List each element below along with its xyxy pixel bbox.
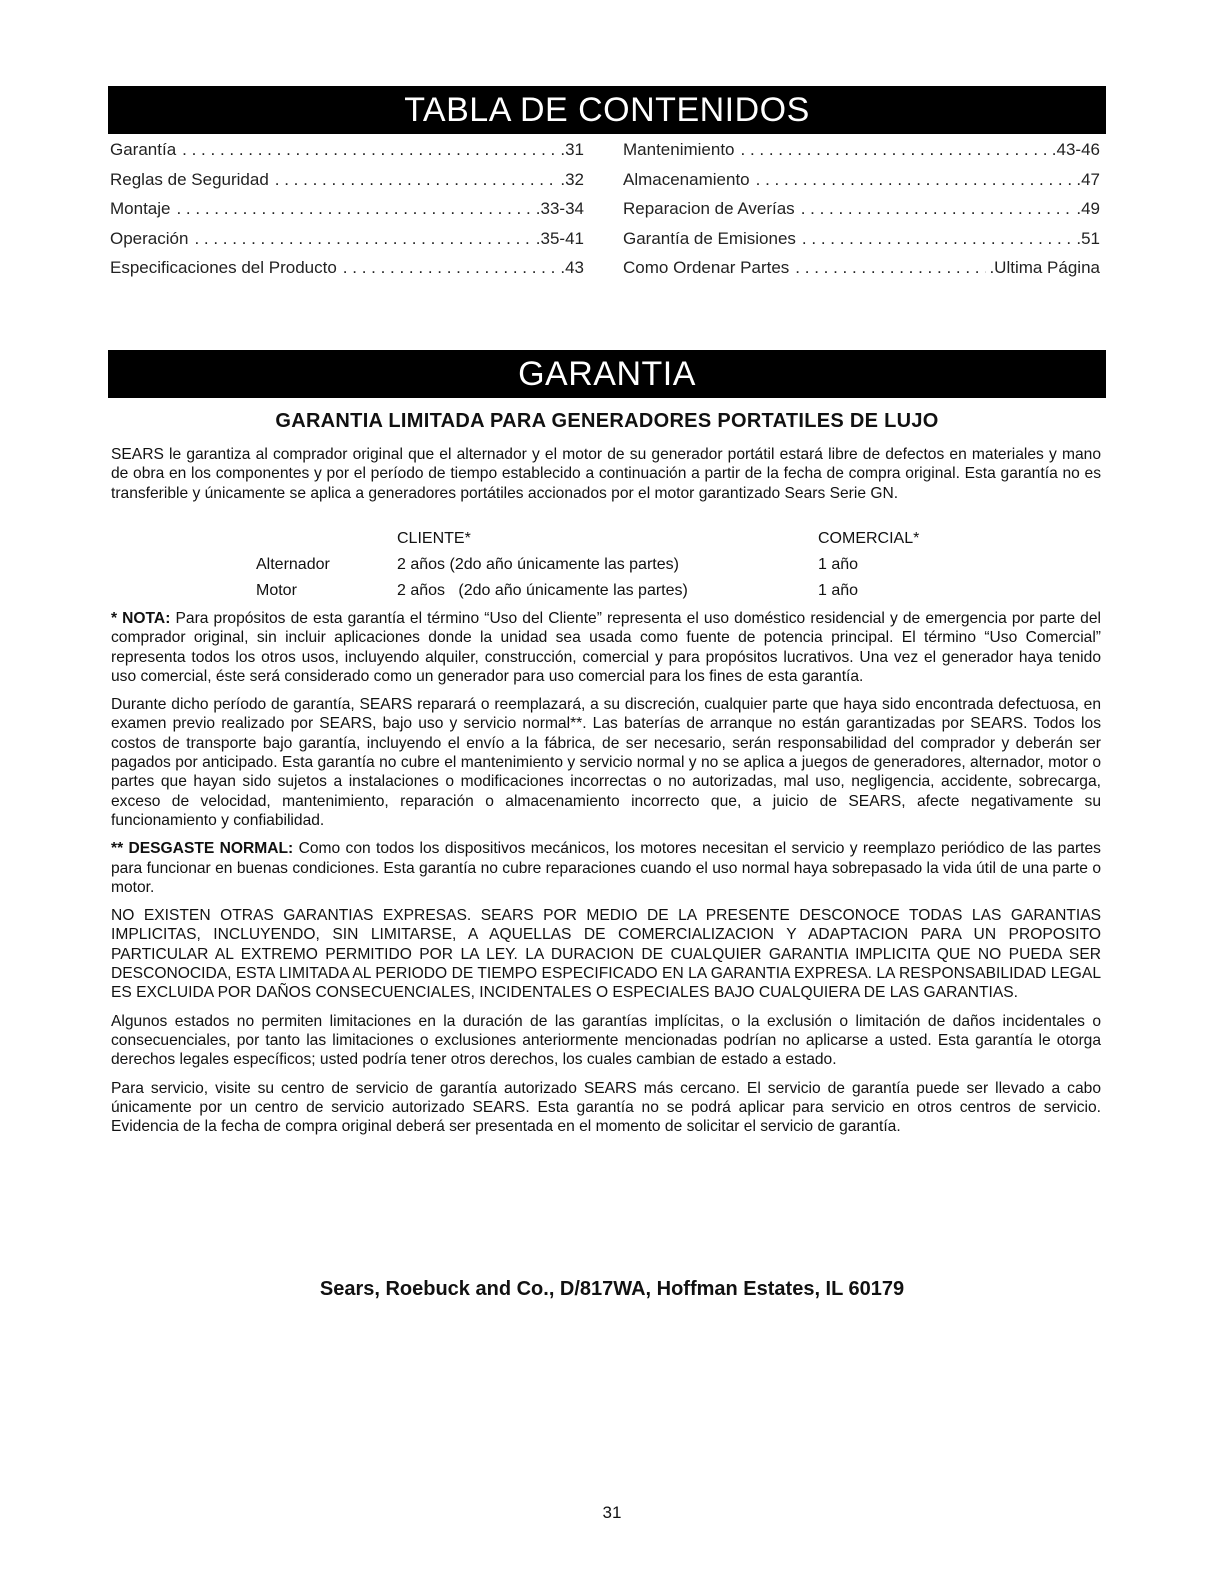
states-paragraph: Algunos estados no permiten limitaciones en la duración de las garantías implícitas, o la exclusión o limitación de daños incidentales o consecuenciales, por tanto las limitaciones o exclusiones anteriormente mencionadas podrían no aplicarse a usted. Esta garantía le otorga derechos legales específicos; usted podría tener otros derechos, los cuales cambian de estado a estado. <box>111 1012 1101 1069</box>
coverage-cliente: 2 años (2do año únicamente las partes) <box>397 556 679 573</box>
toc-dot-leader <box>176 199 532 219</box>
coverage-row <box>0 582 1224 608</box>
toc-dot-leader <box>756 170 1074 190</box>
warranty-subtitle: GARANTIA LIMITADA PARA GENERADORES PORTATILES DE LUJO <box>275 410 939 432</box>
coverage-item: Motor <box>256 582 297 599</box>
coverage-header-cliente: CLIENTE* <box>397 530 471 547</box>
toc-dot-leader <box>182 140 557 160</box>
toc-entry <box>110 170 584 200</box>
intro-paragraph: SEARS le garantiza al comprador original que el alternador y el motor de su generador portátil estará libre de defectos en materiales y mano de obra en los componentes y por el período de tiempo establecido a continuación a partir de la fecha de compra original. Esta garantía no es transferible y únicamente se aplica a generadores portátiles accionados por el motor garantizado Sears Serie GN. <box>111 446 1101 502</box>
toc-entry-page: .47 <box>1076 169 1100 189</box>
toc-entry-page: .51 <box>1076 228 1100 248</box>
period-paragraph: Durante dicho período de garantía, SEARS reparará o reemplazará, a su discreción, cualquier parte que haya sido encontrada defectuosa, en examen previo realizado por SEARS, bajo uso y servicio normal**. Las baterías de arranque no están garantizadas por SEARS. Todos los costos de transporte bajo garantía, incluyendo el envío a la fábrica, de ser necesario, serán responsabilidad del comprador y deberán ser pagados por anticipado. Esta garantía no cubre el mantenimiento y servicio normal y no se aplica a juegos de generadores, alternador, motor o partes que hayan sido sujetos a instalaciones o modificaciones incorrectas o no autorizadas, mal uso, negligencia, accidente, sobrecarga, exceso de velocidad, mantenimiento, reparación o almacenamiento incorrecto que, a juicio de SEARS, afecte negativamente su funcionamiento y confiabilidad. <box>111 696 1101 829</box>
toc-entry <box>110 258 584 288</box>
toc-dot-leader <box>801 199 1074 219</box>
coverage-comercial: 1 año <box>818 556 859 573</box>
page-number: 31 <box>602 1503 622 1522</box>
toc-entry-page: .Ultima Página <box>989 258 1100 277</box>
toc-entry-label: Almacenamiento <box>623 169 750 189</box>
toc-entry-label: Garantía de Emisiones <box>623 228 796 248</box>
coverage-row <box>0 556 1224 582</box>
toc-entry-label: Como Ordenar Partes <box>623 258 790 277</box>
toc-entry-label: Reparacion de Averías <box>623 199 795 218</box>
toc-dot-leader <box>343 258 558 278</box>
toc-entry <box>623 140 1100 170</box>
toc-dot-leader <box>802 229 1073 249</box>
toc-entry-page: .31 <box>560 140 584 159</box>
toc-entry-label: Operación <box>110 228 189 248</box>
toc-dot-leader <box>795 258 986 278</box>
toc-entry-page: .43 <box>560 258 584 277</box>
toc-title: TABLA DE CONTENIDOS <box>108 86 1106 134</box>
toc-entry <box>110 140 584 170</box>
toc-left-column <box>110 140 584 288</box>
toc-entry-page: .33-34 <box>535 199 584 218</box>
toc-entry-label: Montaje <box>110 199 171 218</box>
desgaste-text: Como con todos los dispositivos mecánicos, los motores necesitan el servicio y reemplazo periódico de las partes para funcionar en buenas condiciones. Esta garantía no cubre reparaciones cuando el uso normal haya sobrepasado la vida útil de una parte o motor. <box>111 840 1101 896</box>
toc-entry <box>623 199 1100 229</box>
toc-entry <box>110 199 584 229</box>
warranty-title: GARANTIA <box>108 350 1106 398</box>
toc-right-column <box>623 140 1100 288</box>
toc-entry-page: .32 <box>560 169 584 189</box>
desgaste-label: ** DESGASTE NORMAL: <box>111 840 294 858</box>
toc-entry <box>623 258 1100 288</box>
nota-text: Para propósitos de esta garantía el término “Uso del Cliente” representa el uso doméstico residencial y de emergencia por parte del comprador original, sin incluir aplicaciones donde la unidad sea usada como fuente de potencia principal. El término “Uso Comercial” representa todos los otros usos, incluyendo alquiler, construcción, comercial y para propósitos lucrativos. Una vez el generador haya tenido uso comercial, éste será considerado como un generador para uso comercial para los fines de esta garantía. <box>111 610 1101 685</box>
toc-entry <box>623 229 1100 259</box>
disclaimer-paragraph: NO EXISTEN OTRAS GARANTIAS EXPRESAS. SEARS POR MEDIO DE LA PRESENTE DESCONOCE TODAS LAS GARANTIAS IMPLICITAS, INCLUYENDO, SIN LIMITARSE, A AQUELLAS DE COMERCIALIZACION Y ADAPTACION PARA UN PROPOSITO PARTICULAR AL EXTREMO PERMITIDO POR LA LEY. LA DURACION DE CUALQUIER GARANTIA IMPLICITA QUE NO PUEDA SER DESCONOCIDA, ESTA LIMITADA AL PERIODO DE TIEMPO ESPECIFICADO EN LA GARANTIA EXPRESA. LA RESPONSABILIDAD LEGAL ES EXCLUIDA POR DAÑOS CONSECUENCIALES, INCIDENTALES O ESPECIALES BAJO CUALQUIERA DE LAS GARANTIAS. <box>111 907 1101 1002</box>
toc-entry-page: .35-41 <box>535 228 584 248</box>
toc-entry-label: Reglas de Seguridad <box>110 169 269 189</box>
warranty-intro <box>111 445 1101 512</box>
nota-label: * NOTA: <box>111 610 171 627</box>
coverage-cliente: 2 años (2do año únicamente las partes) <box>397 582 688 599</box>
warranty-body <box>111 609 1101 1145</box>
toc-entry-page: .43-46 <box>1051 140 1100 159</box>
toc-dot-leader <box>194 229 532 249</box>
coverage-header-comercial: COMERCIAL* <box>818 530 920 547</box>
toc-entry-label: Garantía <box>110 140 177 159</box>
coverage-header-row <box>0 530 1224 556</box>
toc-dot-leader <box>741 140 1049 160</box>
toc-entry-page: .49 <box>1076 199 1100 218</box>
nota-paragraph <box>111 609 1101 686</box>
coverage-table <box>0 530 1224 608</box>
toc-entry <box>110 229 584 259</box>
sears-address: Sears, Roebuck and Co., D/817WA, Hoffman Estates, IL 60179 <box>319 1278 905 1300</box>
coverage-item: Alternador <box>256 556 330 573</box>
coverage-comercial: 1 año <box>818 582 859 599</box>
toc-entry <box>623 170 1100 200</box>
service-paragraph: Para servicio, visite su centro de servicio de garantía autorizado SEARS más cercano. El servicio de garantía puede ser llevado a cabo únicamente por un centro de servicio autorizado SEARS. Esta garantía no se podrá aplicar para servicio en otros centros de servicio. Evidencia de la fecha de compra original deberá ser presentada en el momento de solicitar el servicio de garantía. <box>111 1079 1101 1136</box>
desgaste-paragraph <box>111 839 1101 897</box>
toc-entry-label: Mantenimiento <box>623 140 735 159</box>
toc-dot-leader <box>275 170 558 190</box>
toc-entry-label: Especificaciones del Producto <box>110 258 337 277</box>
